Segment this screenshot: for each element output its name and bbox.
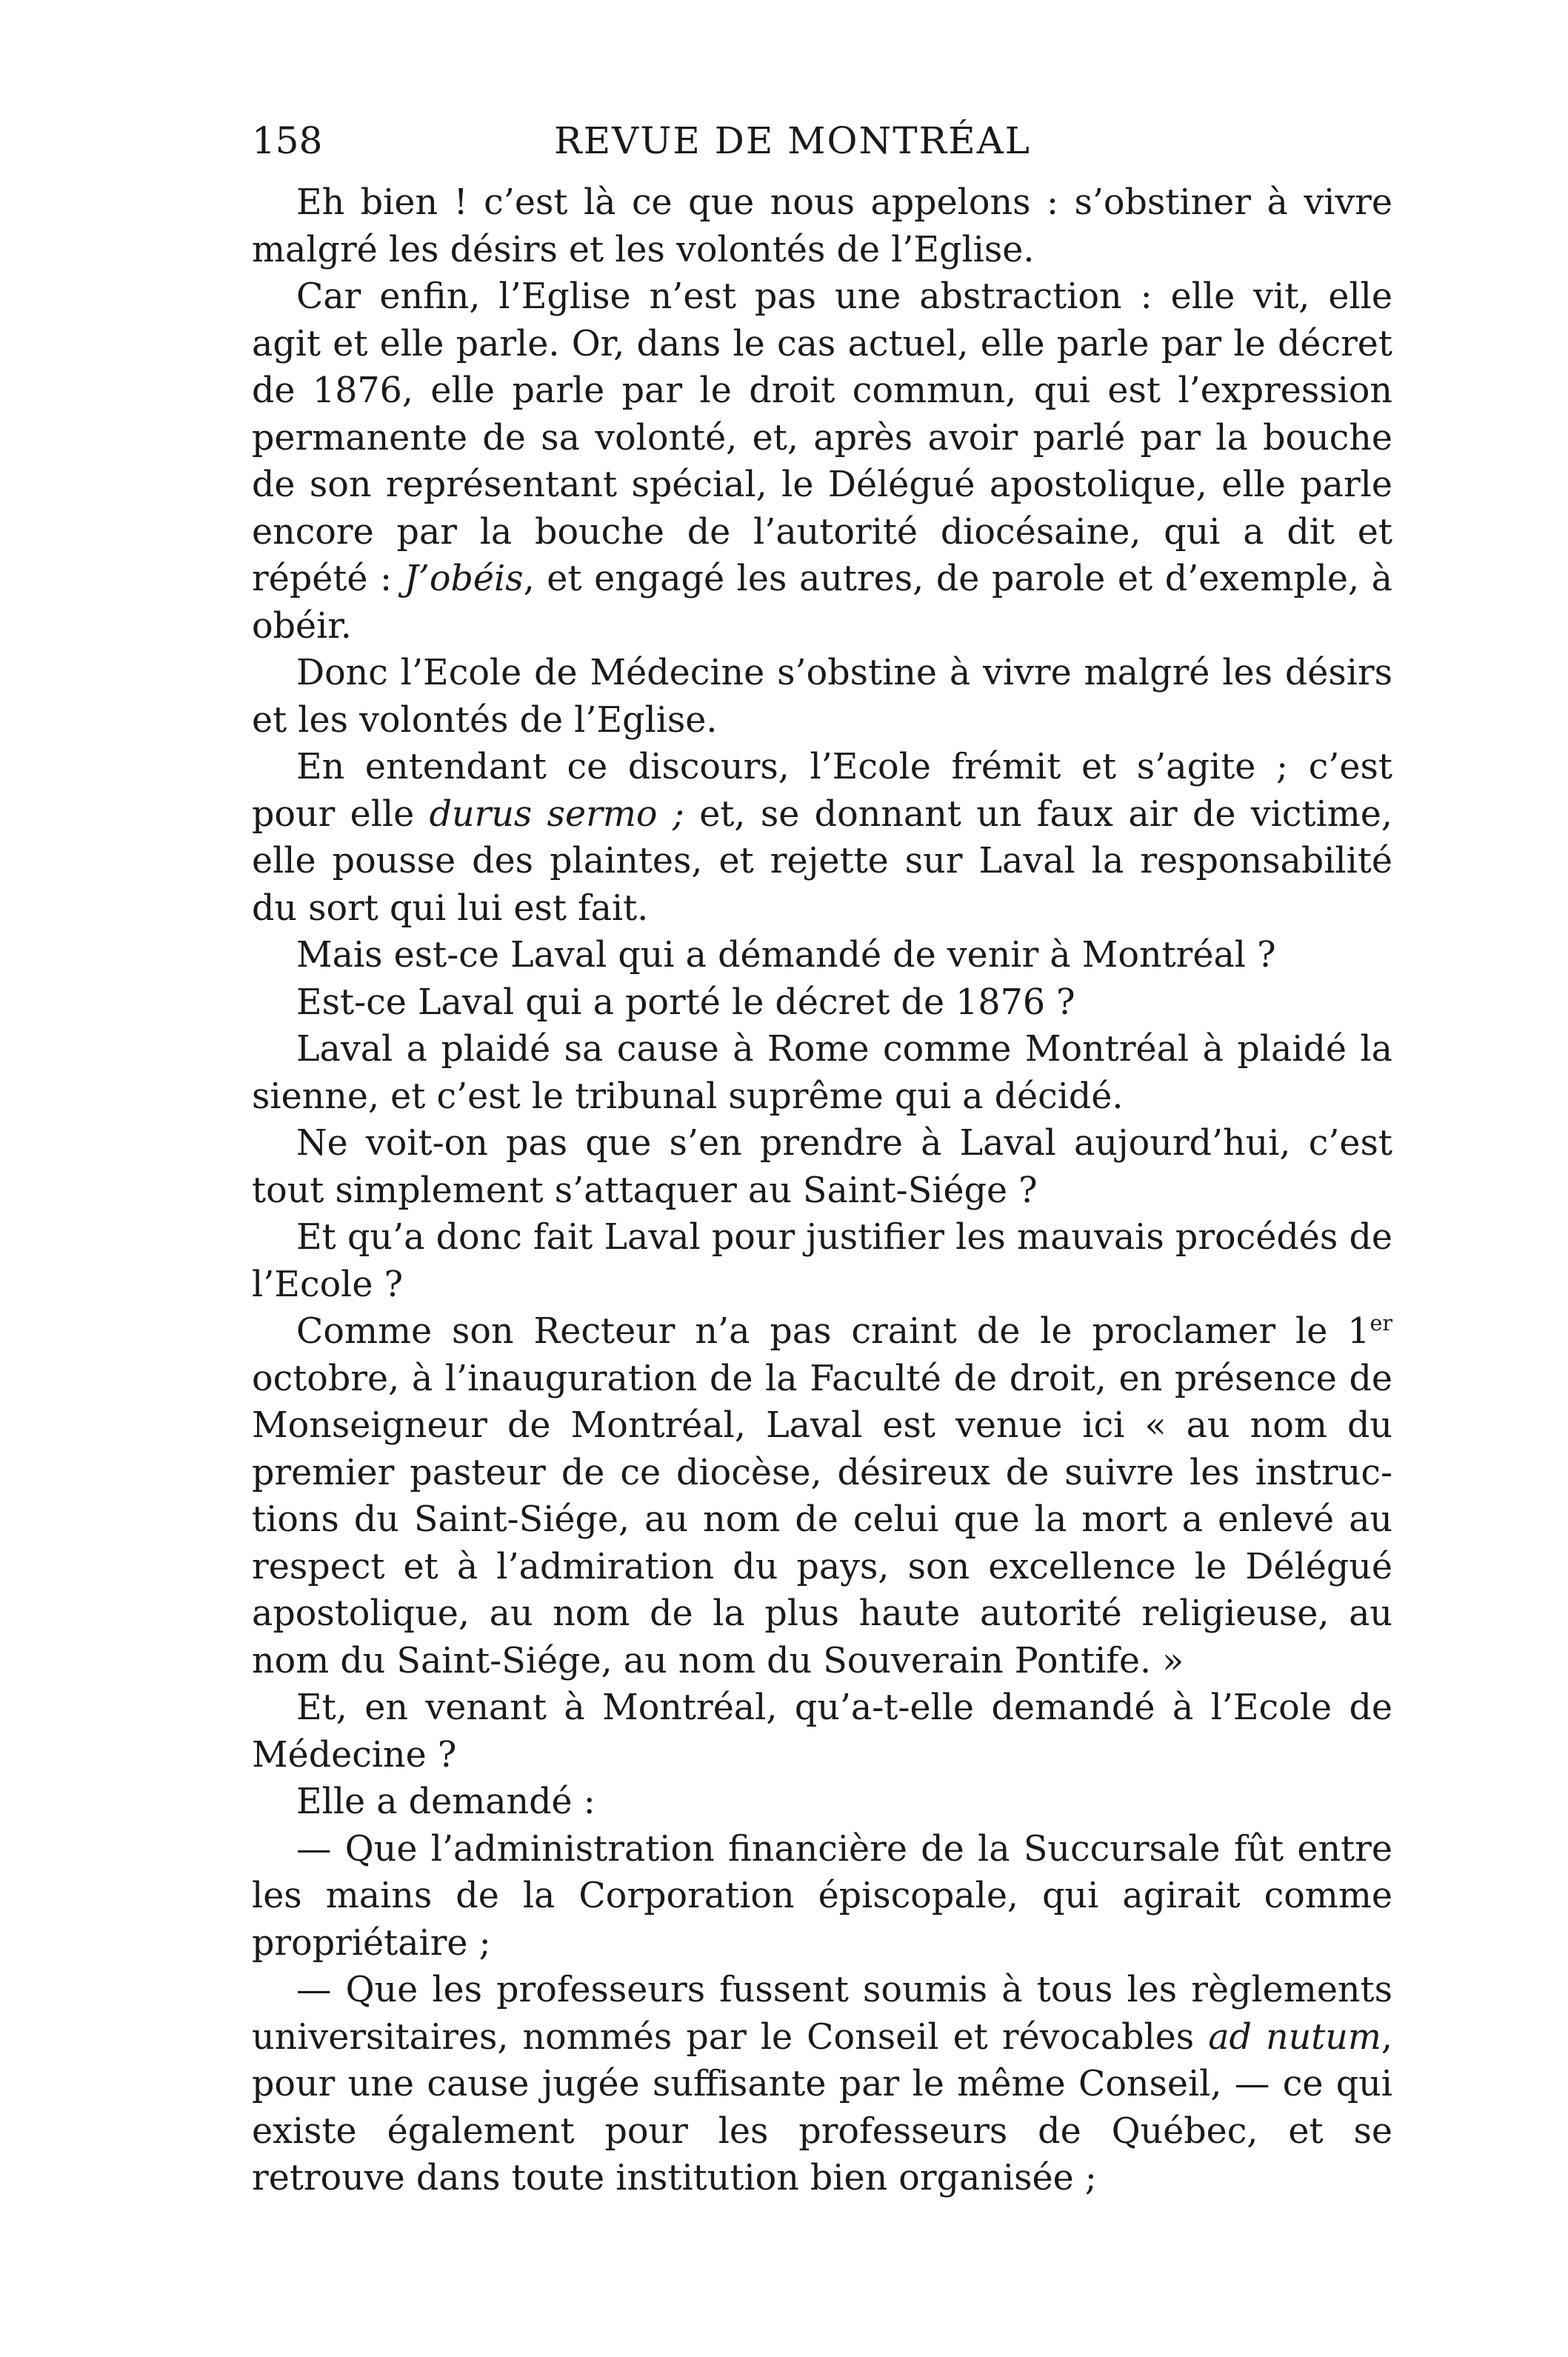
ordinal-superscript: er (1370, 1311, 1392, 1336)
paragraph-2-text-end: , et engagé les autres, de parole et d’exemple, à obéir. (252, 559, 1393, 647)
paragraph-5: Mais est-ce Laval qui a démandé de venir à Montréal ? (296, 935, 1276, 976)
page-number: 158 (252, 119, 323, 162)
paragraph-2 (252, 273, 1392, 650)
paragraph-4 (252, 744, 1392, 932)
paragraph-3: Donc l’Ecole de Médecine s’obstine à vivre malgré les désirs et les volontés de l’Eglise. (252, 653, 1392, 741)
paragraph-14-text: — Que les professeurs fussent soumis à tous les règlements universitaires, nommés par le Conseil et révocables (252, 1970, 1392, 2058)
running-title: REVUE DE MONTRÉAL (553, 119, 1031, 162)
paragraph-10 (252, 1308, 1392, 1684)
paragraph-14-text-end: , pour une cause jugée suffisante par le même Conseil, — ce qui existe également pour les professeurs de Québec, et se retrouve dans toute institution bien organisée ; (252, 2016, 1392, 2198)
paragraph-8: Ne voit-on pas que s’en prendre à Laval aujourd’hui, c’est tout simplement s’attaquer au Saint-Siége ? (252, 1123, 1392, 1211)
paragraph-11: Et, en venant à Montréal, qu’a-t-elle demandé à l’Ecole de Médecine ? (252, 1687, 1392, 1776)
body-text (252, 179, 1392, 2202)
paragraph-2-text: Car enfin, l’Eglise n’est pas une abstraction : elle vit, elle agit et elle parle. Or, dans le cas actuel, elle parle par le décret de 1876, elle parle par le droit commun, qui est l’expression permanente de sa volonté, et, après avoir parlé par la bouche de son représentant spécial, le Délégué apostolique, elle parle encore par la bouche de l’autorité diocésaine, qui a dit et répété : (252, 276, 1392, 599)
paragraph-9: Et qu’a donc fait Laval pour justifier les mauvais procédés de l’Ecole ? (252, 1217, 1392, 1305)
book-page (252, 111, 1392, 2202)
paragraph-7: Laval a plaidé sa cause à Rome comme Montréal à plaidé la sienne, et c’est le tribunal suprême qui a décidé. (252, 1029, 1392, 1117)
paragraph-12: Elle a demandé : (296, 1781, 595, 1822)
paragraph-4-text-end: et, se donnant un faux air de victime, elle pousse des plaintes, et rejette sur Laval la responsabilité du sort qui lui est fait. (252, 793, 1392, 929)
paragraph-1: Eh bien ! c’est là ce que nous appelons : s’obstiner à vivre malgré les désirs et les volontés de l’Eglise. (252, 182, 1392, 270)
paragraph-10-text: Comme son Recteur n’a pas craint de le proclamer le 1 (296, 1311, 1370, 1352)
paragraph-4-text: En entendant ce discours, l’Ecole frémit et s’agite ; c’est pour elle (252, 747, 1392, 835)
paragraph-14-italic: ad nutum (1208, 2016, 1381, 2058)
paragraph-13: — Que l’administration financière de la Succursale fût entre les mains de la Corporation épiscopale, qui agirait comme propriétaire ; (252, 1828, 1392, 1964)
paragraph-14 (252, 1967, 1392, 2202)
paragraph-2-italic: J’obéis (404, 559, 524, 599)
paragraph-4-italic: durus sermo ; (429, 793, 684, 835)
paragraph-10-text-end: octobre, à l’inauguration de la Faculté de droit, en présence de Monseigneur de Montréal, Laval est venue ici « au nom du premier pasteur de ce diocèse, désireux de suivre les instructions du Saint-Siége, au nom de celui que la mort a enlevé au respect et à l’admiration du pays, son excellence le Délégué apostolique, au nom de la plus haute autorité religieuse, au nom du Saint-Siége, au nom du Souverain Pontife. » (252, 1358, 1392, 1681)
page-header (252, 111, 1392, 170)
paragraph-6: Est-ce Laval qui a porté le décret de 1876 ? (296, 981, 1075, 1023)
